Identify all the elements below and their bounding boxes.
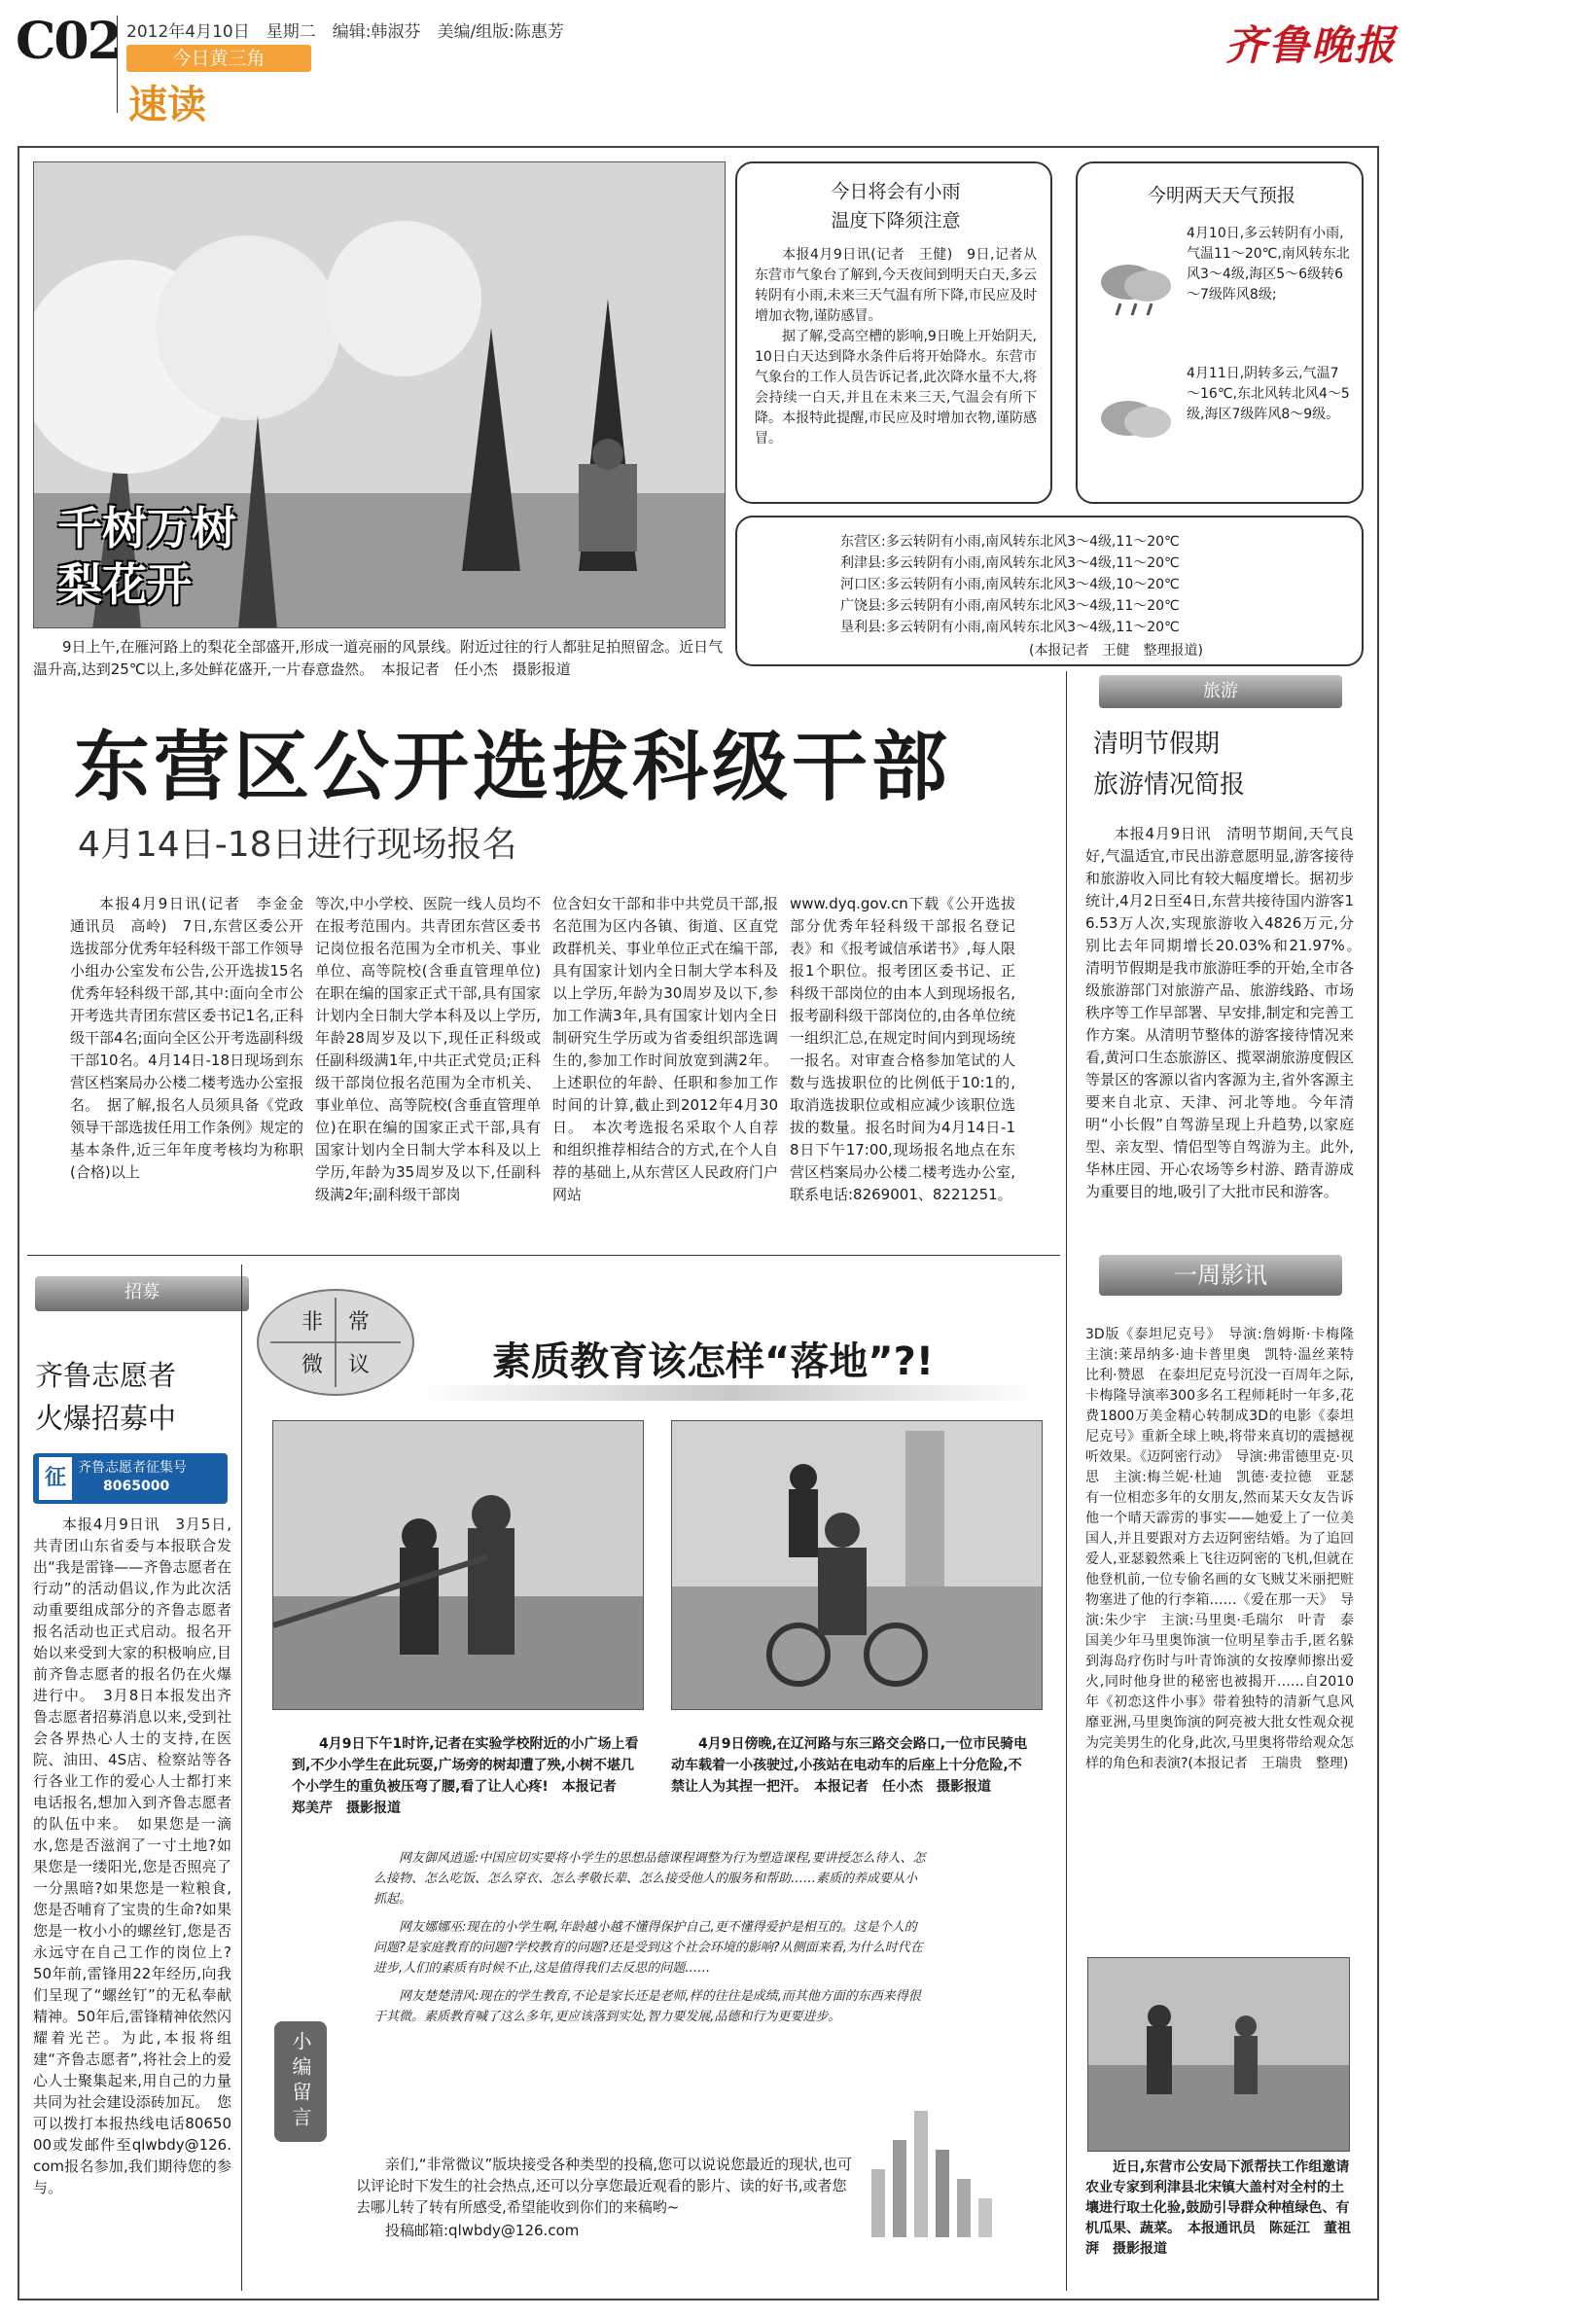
farm-caption: 近日,东营市公安局下派帮扶工作组邀请农业专家到利津县北宋镇大盖村对全村的土壤进行取土化验,鼓励引导群众种植绿色、有机瓜果、蔬菜。 本报通讯员 陈延江 董祖湃 摄影报道	[1085, 2159, 1351, 2257]
movies-body	[1085, 1325, 1367, 1774]
volunteer-tag: 招募	[35, 1276, 249, 1311]
volunteer-logo	[33, 1453, 228, 1504]
tourism-title-2: 旅游情况简报	[1093, 770, 1246, 800]
section-title: 速读	[128, 83, 206, 127]
cloud-icon	[1091, 389, 1179, 447]
editor-message: 亲们,“非常微议”版块接受各种类型的投稿,您可以说说您最近的现状,也可以评论时下发生的社会热点,还可以分享您最近观看的影片、读的好书,或者您去哪儿转了转有所感受,希望能收到你们的来稿哟~	[356, 2156, 852, 2216]
volunteer-rule	[241, 1265, 242, 2291]
headline-bottom-rule	[27, 1255, 1060, 1256]
quality-logo-char-4: 议	[348, 1353, 371, 1377]
photo-title-line2: 梨花开	[57, 558, 192, 611]
district-row: 广饶县:多云转阴有小雨,南风转东北风3～4级,11～20℃	[840, 598, 1180, 614]
district-row: 东营区:多云转阴有小雨,南风转东北风3～4级,11～20℃	[840, 534, 1180, 550]
headline-col-4	[790, 893, 1015, 1206]
district-list	[840, 531, 1346, 638]
rain-title-2: 温度下降须注意	[831, 210, 961, 232]
masthead-divider	[117, 16, 118, 113]
children-tree-photo	[272, 1420, 644, 1710]
volunteer-logo-text: 齐鲁志愿者征集号	[78, 1460, 187, 1476]
volunteer-logo-mark: 征	[39, 1457, 72, 1500]
tourism-paragraph: 本报4月9日讯 清明节期间,天气良好,气温适宜,市民出游意愿明显,游客接待和旅游收入同比有较大幅度增长。据初步统计,4月2日至4日,东营共接待国内游客16.53万人次,实现旅游收入4826万元,分别比去年同期增长20.03%和21.97%。 清明节假期是我市旅游旺季的开始,全市各级旅游部门对旅游产品、旅游线路、市场秩序等工作早部署、早安排,制定和完善工作方案。从清明节整体的游客接待情况来看,黄河口生态旅游区、揽翠湖旅游度假区等景区的客源以省内客源为主,省外客源主要来自北京、天津、河北等地。今年清明“小长假”自驾游呈现上升趋势,以家庭型、亲友型、情侣型等自驾游为主。此外,华林庄园、开心农场等乡村游、踏青游成为重要目的地,吸引了大批市民和游客。	[1085, 825, 1369, 1200]
rain-body	[755, 245, 1037, 449]
netizen-comments	[373, 1848, 928, 2027]
paper-logo: 齐鲁晚报	[1225, 21, 1398, 69]
electric-bike-caption: 4月9日傍晚,在辽河路与东三路交会路口,一位市民骑电动车载着一小孩驶过,小孩站在电动车的后座上十分危险,不禁让人为其捏一把汗。 本报记者 任小杰 摄影报道	[671, 1736, 1028, 1795]
volunteer-paragraph: 本报4月9日讯 3月5日,共青团山东省委与本报联合发出“我是雷锋——齐鲁志愿者在行动”的活动倡议,作为此次活动重要组成部分的齐鲁志愿者报名活动也正式启动。报名开始以来受到大家的积极响应,目前齐鲁志愿者的报名仍在火爆进行中。 3月8日本报发出齐鲁志愿者招募消息以来,受到社会各界热心人士的支持,在医院、油田、4S店、检察站等各行各业工作的爱心人士都打来电话报名,想加入到齐鲁志愿者的队伍中来。 如果您是一滴水,您是否滋润了一寸土地?如果您是一缕阳光,您是否照亮了一分黑暗?如果您是一粒粮食,您是否哺育了宝贵的生命?如果您是一枚小小的螺丝钉,您是否永远守在自己工作的岗位上? 50年前,雷锋用22年经历,向我们呈现了“螺丝钉”的无私奉献精神。50年后,雷锋精神依然闪耀着光芒。为此,本报将组建“齐鲁志愿者”,将社会上的爱心人士聚集起来,用自己的力量共同为社会建设添砖加瓦。 您可以拨打本报热线电话8065000或发邮件至qlwbdy@126.com报名参加,我们期待您的参与。	[33, 1516, 247, 2196]
movies-tag: 一周影讯	[1099, 1255, 1342, 1296]
editor-tag	[274, 2021, 327, 2142]
editor-tag-text: 小编留言	[289, 2031, 312, 2132]
headline-col-2	[315, 893, 541, 1206]
quality-logo	[253, 1284, 418, 1401]
rain-paragraph-1: 本报4月9日讯(记者 王健) 9日,记者从东营市气象台了解到,今天夜间到明天白天,多云转阴有小雨,未来三天气温有所下降,市民应及时增加衣物,谨防感冒。	[755, 247, 1037, 324]
headline-paragraph-4: www.dyq.gov.cn下载《公开选拔部分优秀年轻科级干部报名登记表》和《报考诚信承诺书》,每人限报1个职位。报考团区委书记、正科级干部岗位的由本人到现场报名,报考副科级干部岗位的,由各单位统一组织汇总,在规定时间内到现场统一报名。对审查合格参加笔试的人数与选拔职位的比例低于10:1的,取消选拔职位或相应减少该职位选拔的数量。报名时间为4月14日-18日下午17:00,现场报名地点在东营区档案局办公楼二楼考选办公室,联系电话:8269001、8221251。	[790, 895, 1015, 1203]
main-headline: 东营区公开选拔科级干部	[74, 723, 952, 811]
rain-title-1: 今日将会有小雨	[831, 181, 961, 202]
forecast-title: 今明两天天气预报	[1147, 185, 1295, 206]
volunteer-title-2: 火爆招募中	[35, 1402, 177, 1435]
page-number: C02	[16, 12, 121, 71]
quality-logo-char-2: 常	[348, 1310, 371, 1335]
headline-paragraph-1: 本报4月9日讯(记者 李金金 通讯员 高岭) 7日,东营区委公开选拔部分优秀年轻科级干部工作领导小组办公室发布公告,公开选拔15名优秀年轻科级干部,其中:面向全市公开考选共青团东营区委书记1名,正科级干部4名;面向全区公开考选副科级干部10名。4月14日-18日现场到东营区档案局办公楼二楼考选办公室报名。 据了解,报名人员须具备《党政领导干部选拔任用工作条例》规定的基本条件,近三年年度考核均为称职(合格)以上	[70, 895, 319, 1181]
movies-paragraph: 3D版《泰坦尼克号》 导演:詹姆斯·卡梅隆 主演:莱昂纳多·迪卡普里奥 凯特·温丝莱特 比利·赞恩 在泰坦尼克号沉没一百周年之际,卡梅隆导演率300多名工程师耗时一年多,花费1800万美金精心转制成3D的电影《泰坦尼克号》重新全球上映,将带来真切的震撼视听效果。《迈阿密行动》 导演:弗雷德里克·贝思 主演:梅兰妮·杜迪 凯德·麦拉德 亚瑟有一位相恋多年的女朋友,然而某天女友告诉他一个晴天霹雳的事实——她爱上了一位美国人,并且要跟对方去迈阿密结婚。为了追回爱人,亚瑟毅然乘上飞往迈阿密的飞机,但就在他登机前,一位专偷名画的女飞贼艾米丽把赃物塞进了他的行李箱……《爱在那一天》 导演:朱少宇 主演:马里奥·毛瑞尔 叶青 泰国美少年马里奥饰演一位明星拳击手,匿名躲到海岛疗伤时与叶青饰演的女按摩师擦出爱火,同时他身世的秘密也被揭开……自2010年《初恋这件小事》带着独特的清新气息风靡亚洲,马里奥饰演的阿亮被大批女性观众视为完美男生的化身,此次,马里奥将带给观众怎样的角色和表演?(本报记者 王瑞贵 整理)	[1085, 1327, 1367, 1771]
tourism-title-1: 清明节假期	[1093, 730, 1221, 759]
main-subtitle: 4月14日-18日进行现场报名	[78, 825, 517, 865]
children-tree-caption: 4月9日下午1时许,记者在实验学校附近的小广场上看到,不少小学生在此玩耍,广场旁的树却遭了殃,小树不堪几个小学生的重负被压弯了腰,看了让人心疼! 本报记者 郑美芹 摄影报道	[292, 1736, 639, 1816]
rain-paragraph-2: 据了解,受高空槽的影响,9日晚上开始阴天,10日白天达到降水条件后将开始降水。东营市气象台的工作人员告诉记者,此次降水量不大,将会持续一白天,并且在未来三天,气温会有所下降。本报特此提醒,市民应及时增加衣物,谨防感冒。	[755, 329, 1037, 446]
rain-notice-box	[735, 161, 1052, 504]
headline-paragraph-3: 位含妇女干部和非中共党员干部,报名范围为区内各镇、街道、区直党政群机关、事业单位正式在编干部,具有国家计划内全日制大学本科及以上学历,年龄为30周岁及以下,参加工作满3年,具有国家计划内全日制研究生学历或为省委组织部选调生的,参加工作时间放宽到满2年。上述职位的年龄、任职和参加工作时间的计算,截止到2012年4月30日。 本次考选报名采取个人自荐和组织推荐相结合的方式,在个人自荐的基础上,从东营区人民政府门户网站	[552, 895, 778, 1203]
electric-bike-illustration	[672, 1421, 1043, 1710]
farm-photo	[1087, 1957, 1350, 2152]
volunteer-logo-number: 8065000	[103, 1479, 170, 1494]
submission-email: 投稿邮箱:qlwbdy@126.com	[385, 2222, 580, 2239]
quality-title: 素质教育该怎样“落地”?!	[492, 1339, 935, 1384]
decorative-bars	[862, 2091, 1046, 2237]
headline-col-1	[70, 893, 319, 1184]
quality-logo-char-1: 非	[301, 1310, 324, 1335]
district-row: 利津县:多云转阴有小雨,南风转东北风3～4级,11～20℃	[840, 555, 1180, 571]
district-credit: (本报记者 王健 整理报道)	[1029, 643, 1203, 659]
cloud-rain-icon	[1091, 253, 1179, 321]
netizen-comment-3: 网友楚楚清风:现在的学生教育,不论是家长还是老师,样的往往是成绩,而其他方面的东西来得很于其微。素质教育喊了这么多年,更应该落到实处,智力要发展,品德和行为更要进步。	[373, 1989, 921, 2024]
headline-col-3	[552, 893, 778, 1206]
date-line: 2012年4月10日 星期二 编辑:韩淑芬 美编/组版:陈惠芳	[126, 22, 564, 42]
volunteer-title-1: 齐鲁志愿者	[35, 1359, 177, 1392]
photo-title-line1: 千树万树	[57, 502, 236, 554]
volunteer-body	[33, 1514, 247, 2198]
farm-illustration	[1088, 1958, 1350, 2152]
district-row: 河口区:多云转阴有小雨,南风转东北风3～4级,10～20℃	[840, 577, 1180, 592]
forecast-day1: 4月10日,多云转阴有小雨,气温11～20℃,南风转东北风3～4级,海区5～6级转6～7级阵风8级;	[1187, 226, 1350, 303]
netizen-comment-1: 网友御风逍遥:中国应切实要将小学生的思想品德课程调整为行为塑造课程,要讲授怎么待人、怎么接物、怎么吃饭、怎么穿衣、怎么孝敬长辈、怎么接受他人的服务和帮助……素质的养成要从小抓起。	[373, 1851, 926, 1907]
quality-banner-shade	[418, 1385, 1041, 1401]
right-column-rule	[1066, 671, 1067, 2291]
forecast-box	[1076, 161, 1364, 504]
quality-logo-char-3: 微	[301, 1353, 324, 1377]
district-forecast-box	[735, 516, 1364, 666]
section-tag: 今日黄三角	[126, 45, 311, 72]
masthead	[0, 0, 1596, 136]
netizen-comment-2: 网友娜娜巫:现在的小学生啊,年龄越小越不懂得保护自己,更不懂得爱护是相互的。这是个人的问题?是家庭教育的问题?学校教育的问题?还是受到这个社会环境的影响?从侧面来看,为什么时代在进步,人们的素质有时候不止,这是值得我们去反思的问题……	[373, 1920, 923, 1976]
pear-blossom-photo	[33, 161, 726, 628]
pear-blossom-caption: 9日上午,在雁河路上的梨花全部盛开,形成一道亮丽的风景线。附近过往的行人都驻足拍照留念。近日气温升高,达到25℃以上,多处鲜花盛开,一片春意盎然。 本报记者 任小杰 摄影报道	[33, 638, 724, 678]
tourism-tag: 旅游	[1099, 675, 1342, 708]
district-row: 垦利县:多云转阴有小雨,南风转东北风3～4级,11～20℃	[840, 620, 1180, 635]
forecast-day2: 4月11日,阴转多云,气温7～16℃,东北风转北风4～5级,海区7级阵风8～9级。	[1187, 366, 1350, 422]
headline-paragraph-2: 等次,中小学校、医院一线人员均不在报考范围内。共青团东营区委书记岗位报名范围为全市机关、事业单位、高等院校(含垂直管理单位)在职在编的国家正式干部,具有国家计划内全日制大学本科及以上学历,年龄28周岁及以下,现任正科级或任副科级满1年,中共正式党员;正科级干部岗位报名范围为全市机关、事业单位、高等院校(含垂直管理单位)在职在编的国家正式干部,具有国家计划内全日制大学本科及以上学历,年龄为35周岁及以下,任副科级满2年;副科级干部岗	[315, 895, 541, 1203]
tourism-body	[1085, 823, 1369, 1203]
electric-bike-photo	[671, 1420, 1043, 1710]
children-tree-illustration	[273, 1421, 644, 1710]
